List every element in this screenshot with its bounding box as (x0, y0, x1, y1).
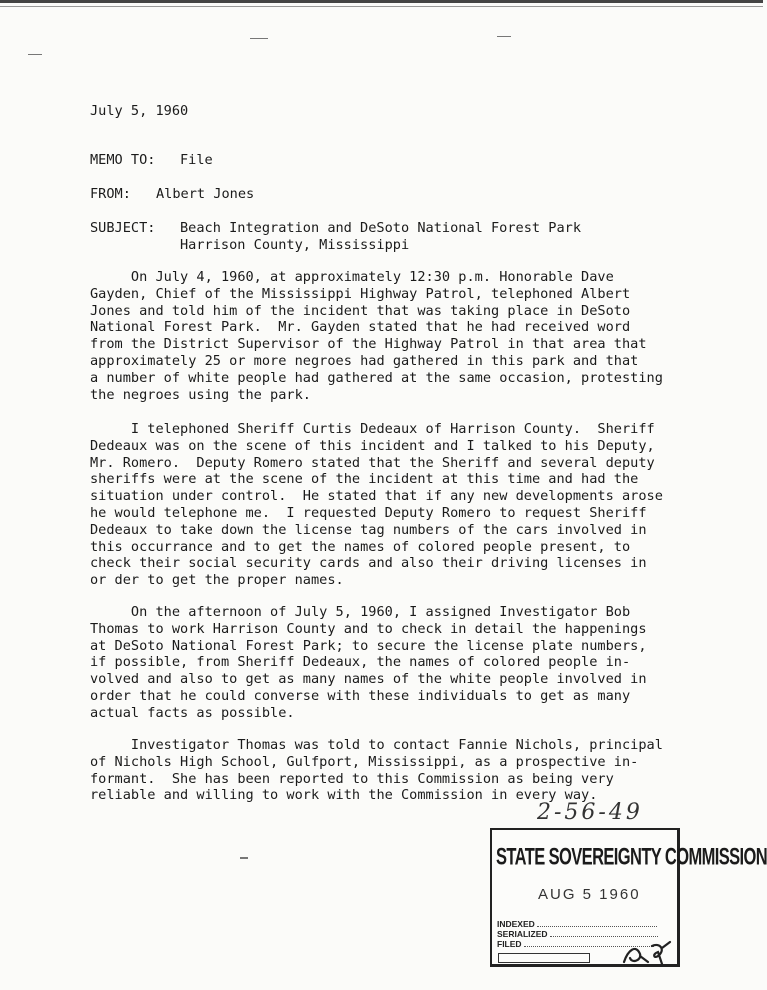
scan-top-edge-line (0, 6, 763, 7)
memo-paragraph-line: of Nichols High School, Gulfport, Mississippi, as a prospective in- (90, 753, 639, 770)
memo-paragraph-3 (90, 604, 647, 722)
memo-paragraph-line: from the District Supervisor of the Highway Patrol in that area that (90, 336, 647, 353)
memo-subject-line-1: Beach Integration and DeSoto National Forest Park (180, 220, 582, 236)
memo-subject-label: SUBJECT: (90, 220, 156, 236)
memo-paragraph-line: approximately 25 or more negroes had gathered in this park and that (90, 352, 639, 369)
stamp-serialized-row (497, 929, 658, 939)
memo-paragraph-line: Thomas to work Harrison County and to check in detail the happenings (90, 620, 647, 637)
memo-paragraph-line: the negroes using the park. (90, 386, 311, 403)
memo-to-label: MEMO TO: (90, 152, 156, 168)
memo-subject-line-2: Harrison County, Mississippi (180, 237, 410, 253)
memo-paragraph-line: this occurrance and to get the names of colored people present, to (90, 538, 631, 555)
scan-speck (240, 857, 248, 859)
scan-speck (28, 54, 42, 55)
memo-paragraph-line: if possible, from Sheriff Dedeaux, the names of colored people in- (90, 654, 631, 671)
memo-paragraph-line: check their social security cards and also their driving licenses in (90, 555, 647, 572)
stamp-indexed-row (497, 919, 657, 929)
stamp-date: AUG 5 1960 (538, 886, 641, 903)
memo-paragraph-line: he would telephone me. I requested Deputy Romero to request Sheriff (90, 504, 647, 521)
memo-paragraph-line: National Forest Park. Mr. Gayden stated that he had received word (90, 319, 631, 336)
memo-date: July 5, 1960 (90, 103, 189, 119)
memo-paragraph-line: Dedeaux to take down the license tag numbers of the cars involved in (90, 521, 647, 538)
memo-paragraph-line: actual facts as possible. (90, 704, 295, 721)
memo-paragraph-line: On July 4, 1960, at approximately 12:30 p.m. Honorable Dave (90, 269, 614, 285)
memo-paragraph-line: situation under control. He stated that if any new developments arose (90, 488, 663, 505)
memo-paragraph-line: at DeSoto National Forest Park; to secure the license plate numbers, (90, 637, 647, 654)
memo-from-value: Albert Jones (156, 186, 255, 202)
stamp-title: STATE SOVEREIGNTY COMMISSION (496, 844, 767, 871)
memo-paragraph-line: On the afternoon of July 5, 1960, I assigned Investigator Bob (90, 604, 631, 620)
stamp-indexed-label: INDEXED (497, 919, 535, 929)
memo-to-value: File (180, 152, 213, 168)
memo-paragraph-line: Dedeaux was on the scene of this incident and I talked to his Deputy, (90, 437, 655, 454)
stamp-filed-label: FILED (497, 939, 522, 949)
memo-paragraph-line: Investigator Thomas was told to contact Fannie Nichols, principal (90, 737, 663, 753)
stamp-serialized-label: SERIALIZED (497, 929, 548, 939)
memo-paragraph-2 (90, 421, 663, 589)
memo-paragraph-line: a number of white people had gathered at the same occasion, protesting (90, 369, 663, 386)
memo-paragraph-line: I telephoned Sheriff Curtis Dedeaux of Harrison County. Sheriff (90, 421, 655, 437)
memo-paragraph-line: Jones and told him of the incident that was taking place in DeSoto (90, 302, 631, 319)
stamp-box (498, 953, 590, 963)
memo-paragraph-line: order that he could converse with these individuals to get as many (90, 687, 631, 704)
memo-paragraph-line: volved and also to get as many names of the white people involved in (90, 671, 647, 688)
memo-from-label: FROM: (90, 186, 131, 202)
memo-paragraph-line: Mr. Romero. Deputy Romero stated that the Sheriff and several deputy (90, 454, 655, 471)
memo-paragraph-line: or der to get the proper names. (90, 572, 344, 589)
handwritten-file-number: 2-56-49 (537, 800, 643, 825)
memo-paragraph-line: Gayden, Chief of the Mississippi Highway Patrol, telephoned Albert (90, 285, 631, 302)
scan-top-edge (0, 0, 763, 3)
scan-speck (497, 36, 511, 37)
memo-paragraph-1 (90, 269, 663, 403)
handwritten-initials (618, 940, 678, 968)
memo-paragraph-4 (90, 737, 663, 804)
memo-paragraph-line: sheriffs were at the scene of the incident at this time and had the (90, 471, 639, 488)
memo-paragraph-line: formant. She has been reported to this Commission as being very (90, 770, 614, 787)
scan-speck (250, 38, 268, 39)
memo-paragraph-line: reliable and willing to work with the Commission in every way. (90, 787, 598, 804)
